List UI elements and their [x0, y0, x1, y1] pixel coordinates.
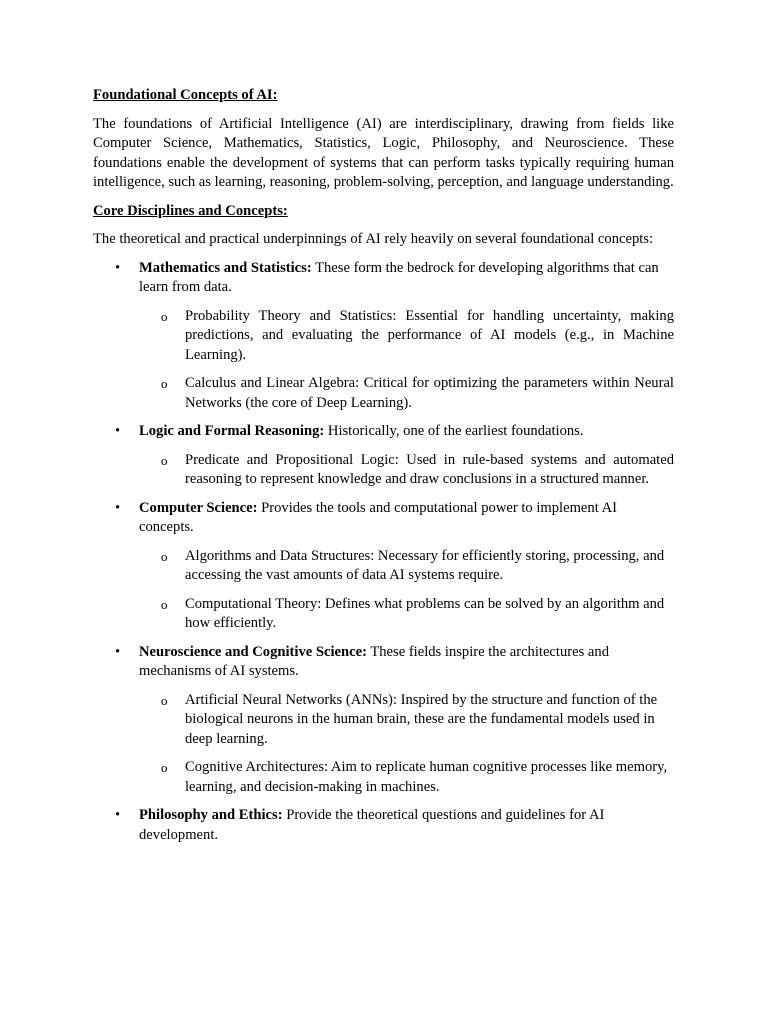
- sub-bullet-marker: o: [161, 760, 168, 775]
- list-item-computer-science: [93, 499, 674, 634]
- sub-list-item: [139, 547, 674, 586]
- lead-paragraph: The theoretical and practical underpinnings of AI rely heavily on several foundational concepts:: [93, 231, 654, 247]
- section-subheading: Core Disciplines and Concepts:: [93, 202, 288, 219]
- list-item-title: Logic and Formal Reasoning:: [139, 423, 325, 439]
- list-item-text: [139, 259, 674, 298]
- sub-list-item-text: Calculus and Linear Algebra: Critical for optimizing the parameters within Neural Networks (the core of Deep Learning).: [185, 375, 674, 411]
- sub-bullet-marker: o: [161, 692, 168, 708]
- sub-list-item: [139, 307, 674, 366]
- list-item-description: These fields inspire the architectures and mechanisms of AI systems.: [139, 643, 609, 679]
- list-item-title: Neuroscience and Cognitive Science:: [139, 643, 367, 660]
- sub-list: [139, 547, 674, 634]
- list-item-neuroscience-cognitive-science: [93, 643, 674, 798]
- list-item-description: Provides the tools and computational power to implement AI concepts.: [139, 499, 617, 535]
- sub-list-item-text: Artificial Neural Networks (ANNs): Inspired by the structure and function of the biological neurons in the human brain, these are the fundamental models used in deep learning.: [185, 691, 658, 747]
- sub-list-item: [139, 595, 674, 634]
- sub-list-item-text: Probability Theory and Statistics: Essential for handling uncertainty, making predictions, and evaluating the performance of AI models (e.g., in Machine Learning).: [185, 307, 674, 363]
- sub-list: [139, 307, 674, 414]
- bullet-marker: •: [115, 807, 121, 823]
- list-item-description: Historically, one of the earliest foundations.: [324, 423, 584, 439]
- sub-bullet-marker: o: [161, 548, 168, 564]
- sub-list-item-text: Computational Theory: Defines what problems can be solved by an algorithm and how efficiently.: [185, 595, 665, 631]
- sub-bullet-marker: o: [161, 376, 168, 391]
- list-item-description: Provide the theoretical questions and guidelines for AI development.: [139, 807, 605, 843]
- sub-list-item-text: Cognitive Architectures: Aim to replicate human cognitive processes like memory, learning, and decision-making in machines.: [185, 759, 668, 795]
- list-item-mathematics-statistics: [93, 259, 674, 414]
- bullet-marker: •: [115, 423, 121, 439]
- list-item-title: Philosophy and Ethics:: [139, 807, 283, 823]
- sub-list-item: [139, 691, 674, 750]
- list-item-philosophy-ethics: [93, 806, 674, 845]
- list-item-text: [139, 806, 674, 845]
- sub-list-item-text: Predicate and Propositional Logic: Used in rule-based systems and automated reasoning to represent knowledge and draw conclusions in a structured manner.: [185, 451, 674, 487]
- list-item-text: [139, 643, 674, 682]
- sub-list-item: [139, 374, 674, 413]
- list-item-description: These form the bedrock for developing algorithms that can learn from data.: [139, 259, 659, 295]
- sub-list-item-text: Algorithms and Data Structures: Necessary for efficiently storing, processing, and accessing the vast amounts of data AI systems require.: [185, 547, 665, 583]
- list-item-text: [139, 499, 674, 538]
- document-heading: Foundational Concepts of AI:: [93, 87, 278, 103]
- bullet-marker: •: [115, 259, 121, 276]
- list-item-title: Mathematics and Statistics:: [139, 259, 312, 276]
- bullet-marker: •: [115, 643, 121, 660]
- list-item-text: [139, 422, 674, 442]
- sub-list-item: [139, 758, 674, 797]
- sub-list-item: [139, 451, 674, 490]
- concept-list: [93, 259, 674, 846]
- sub-list: [139, 451, 674, 490]
- list-item-logic-formal-reasoning: [93, 422, 674, 490]
- bullet-marker: •: [115, 499, 121, 516]
- list-item-title: Computer Science:: [139, 499, 258, 516]
- sub-bullet-marker: o: [161, 596, 168, 612]
- sub-bullet-marker: o: [161, 452, 168, 468]
- intro-paragraph: The foundations of Artificial Intelligence (AI) are interdisciplinary, drawing from fields like Computer Science, Mathematics, Statistics, Logic, Philosophy, and Neuroscience. These foundations enable the development of systems that can perform tasks typically requiring human intelligence, such as learning, reasoning, problem-solving, perception, and language understanding.: [93, 115, 674, 190]
- sub-bullet-marker: o: [161, 308, 168, 324]
- sub-list: [139, 691, 674, 798]
